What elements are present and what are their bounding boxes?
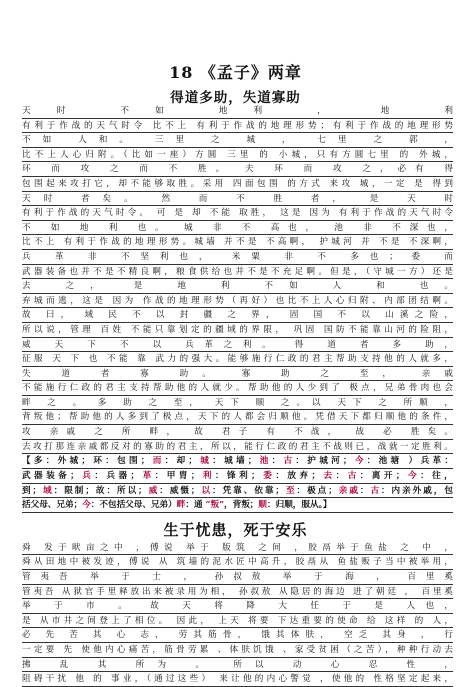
section1-text-line: 所以说，管理 百姓 不能只靠划定的疆域的界限， 巩固 国防不能靠山河的险阻， [22, 323, 453, 338]
section2-text-line: 是 从市井之间登上了相位。 因此， 上天 将要 下达重要的使命 给 这样 的 人， [22, 614, 453, 629]
section2-title: 生于忧患，死于安乐 [163, 520, 308, 539]
section1-text-line: 武器装备也并不是不精良啊，粮食供给也并不是不充足啊。但是，（守城一方）还是 [22, 265, 453, 280]
annotation-text: ：归顺，服从。】 [267, 500, 332, 511]
annotation-text: ：往， [420, 470, 453, 481]
annotation-term: 古 [283, 456, 296, 467]
annotation-text: ：甲胄； [154, 470, 200, 481]
annotation-text: 括父母、兄弟； [22, 500, 83, 511]
section1-text-line: 包围起来攻打它，却不能够取胜。采用 四面包围 的方式 来攻 城，一定 是 得到 [22, 177, 453, 192]
section2-text-line: 必 先 苦 其 心 志， 劳其筋骨， 饿其体肤， 空乏 其身 ， 行 [22, 628, 453, 643]
annotation-text: ：内亲外戚，包 [381, 485, 453, 496]
annotation-text: 武器装备； [22, 470, 79, 481]
annotation-text: ：锋利； [215, 470, 260, 481]
annotation-line [22, 498, 453, 513]
annotation-text: ：城墙； [212, 456, 257, 467]
annotation-text: ：离开； [359, 470, 405, 481]
annotation-term: 今 [404, 470, 421, 481]
section1-text-line: 失 道 者 寡 助。 寡 助 之 至， 亲戚 [22, 367, 453, 382]
annotation-text: ： [359, 485, 371, 496]
section2-body [22, 541, 453, 687]
annotation-term: 利 [199, 470, 215, 481]
annotation-text: ：极点； [296, 485, 337, 496]
annotation-text: ：护城河； [295, 456, 352, 467]
section2-text-line: 阻碍干扰 他 的 事业，（通过这些） 来让他的内心警觉 ，使他的 性格坚定起来， [22, 672, 453, 687]
section2-text-line: 举 于 市 。 故 天 将 降 大 任 于 是 人也， [22, 599, 453, 614]
annotation-text: ：凭靠、依靠； [212, 485, 284, 496]
annotation-term: 池 [256, 456, 272, 467]
section2-text-line: 舜从田地中被发迹，傅说 从 筑墙的泥水匠中高升，胶鬲从 鱼盐贩子当中被举用， [22, 555, 453, 570]
annotation-term: 域 [41, 485, 54, 496]
section1-text-line: 比不上人心归附。（比如一座）方圆 三里 的 小城，只有方圆七里 的 外城， [22, 148, 453, 163]
section2-text-line: 一定要 先 使他内心痛苦，筋骨劳累 、体肤饥饿 、家受贫困（之苦），种种行动去 [22, 643, 453, 658]
section2-text-line: 拂 乱 其 所为 。 所以 动 心 忍 性 ， [22, 658, 453, 673]
annotation-text: ：通 [185, 500, 206, 511]
annotation-text: ：却； [164, 456, 198, 467]
section1-text-line: 故 曰， 域 民 不 以 封 疆 之 界， 固 国 不 以 山溪之险， [22, 308, 453, 323]
annotation-term: 兵 [78, 470, 95, 481]
section1-text-line: 不 如 地 利 也。 城 非 不 高也， 池 非 不深也， [22, 221, 453, 236]
section1-text-line: 背叛他；帮助他的人多到了极点，天下的人都会归顺他。凭借天下都归顺他的条件， [22, 410, 453, 425]
section1-text-line: 天时 者矣。 然 而 不 胜 者， 是 天 时 [22, 192, 453, 207]
section1-text-line: 畔 之 。 多 助 之 至， 天下 顺 之。以 天下 之 所顺 ， [22, 396, 453, 411]
annotation-block [22, 454, 453, 512]
section2-text-line: 管夷吾 举 于 士 ， 孙叔敖 举 于 海 ， 百里奚 [22, 570, 453, 585]
annotation-term: 城 [197, 456, 213, 467]
section1-text-line: 威 天 下 不 以 兵革之利。 得 道 者 多 助， [22, 338, 453, 353]
annotation-term: 顺 [258, 500, 268, 511]
section1-body [22, 104, 453, 454]
section1-text-line: 有利于作战的天气时令 比不上 有利于作战的地理形势；有利于作战的地理形势 [22, 119, 453, 134]
annotation-term: 畔 [176, 500, 186, 511]
annotation-line [22, 469, 453, 484]
annotation-term: 委 [259, 470, 276, 481]
annotation-text: ：威慑； [159, 485, 200, 496]
annotation-text: ：放弃； [275, 470, 321, 481]
annotation-text: ：池塘 ）兵革： [366, 456, 453, 467]
annotation-text: 【 [22, 456, 34, 467]
annotation-term: 今 [82, 500, 91, 511]
annotation-term: 去 [320, 470, 336, 481]
section1-text-line: 征服 天 下 也 不能 靠 武力的强大。能够施行仁政的君主帮助支持他的人就多， [22, 352, 453, 367]
section1-text-line: 比不上 有利于作战的地理形势。城墙 并不是 不高啊， 护城河 并 不是 不深啊， [22, 235, 453, 250]
section1-text-line: 有利于作战的天气时令。 可 是 却 不能 取胜， 这是 因为 有利于作战的天气时令 [22, 206, 453, 221]
section1-text-line: 去攻打那连亲戚都反对的寡助的君主，所以，能行仁政的君主不战则已，战就一定胜利。 [22, 440, 453, 455]
section1-text-line: 攻 亲戚 之 所 畔， 故 君子 有 不战， 战 必 胜矣。 [22, 425, 453, 440]
section1-text-line: 天时 不如 地利 ， 地 利 [22, 104, 453, 119]
annotation-text: ：兵器； [94, 470, 140, 481]
annotation-line [22, 484, 453, 499]
annotation-text: 到； [22, 485, 42, 496]
section1-text-line: 去 之， 是 地 利 不如 人 和 也。 [22, 279, 453, 294]
annotation-term: 以 [199, 485, 213, 496]
section1-text-line: 不能施行仁政的君主支持帮助他的人就少。帮助他的人少到了 极点，兄弟骨肉也会 [22, 381, 453, 396]
section2-text-line: 管夷吾 从狱官手里释放出来被录用为相， 孙叔敖 从隐居的海边 进了朝廷 ， 百里奚 [22, 585, 453, 600]
annotation-line [22, 454, 453, 469]
annotation-term: 古 [370, 485, 381, 496]
annotation-term: 古 [347, 470, 360, 481]
annotation-text: ：外城；环：包围； [45, 456, 150, 467]
annotation-text: 多 [33, 456, 46, 467]
section1-text-line: 环 而 攻 之 而 不 胜。 夫 环 而 攻 之，必有 得 [22, 162, 453, 177]
annotation-term: 今 [351, 456, 367, 467]
section1-text-line: 兵 革 非 不坚利也， 米粟 非 不 多也； 委 而 [22, 250, 453, 265]
annotation-term: 亲戚 [336, 485, 360, 496]
annotation-term: 至 [284, 485, 297, 496]
section1-text-line: 不如 人和。 三里 之 城 ， 七里 之 郭 ， [22, 133, 453, 148]
annotation-text: ，背叛； [224, 500, 259, 511]
annotation-text: ： [271, 456, 284, 467]
annotation-term: 而 [149, 456, 165, 467]
annotation-term: 革 [139, 470, 155, 481]
annotation-text: ：限制；故：所以； [53, 485, 147, 496]
section1-text-line: 弃城而逃，这是 因为 作战的地理形势（再好）也比不上人心归附、内部团结啊。 [22, 294, 453, 309]
annotation-text: ：不包括父母、兄弟） [90, 500, 177, 511]
annotation-text: ： [335, 470, 348, 481]
chapter-title: 18 《孟子》两章 [169, 63, 302, 82]
section2-text-line: 舜 发于畎亩之中 ，傅说 举于 版筑 之间 ，胶鬲举于鱼盐 之 中 ， [22, 541, 453, 556]
section1-title: 得道多助，失道寡助 [170, 90, 301, 106]
annotation-term: “叛” [205, 500, 225, 511]
annotation-term: 威 [146, 485, 160, 496]
